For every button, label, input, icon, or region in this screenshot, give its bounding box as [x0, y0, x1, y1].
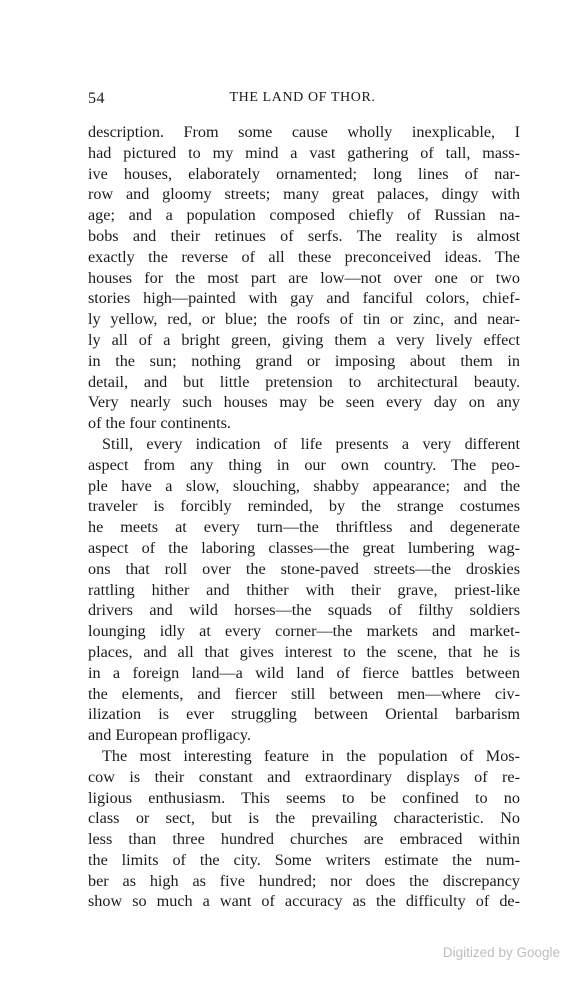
text-line: drivers and wild horses—the squads of filthy soldiers	[88, 601, 520, 620]
text-line: cow is their constant and extraordinary displays of re-	[88, 767, 520, 786]
text-line: age; and a population composed chiefly of Russian na-	[88, 206, 520, 225]
text-line: places, and all that gives interest to the scene, that he is	[88, 642, 520, 661]
text-line: the elements, and fiercer still between men—where civ-	[88, 684, 520, 703]
text-line: detail, and but little pretension to architectural beauty.	[88, 372, 520, 391]
text-line: ligious enthusiasm. This seems to be confined to no	[88, 788, 520, 807]
text-line: in the sun; nothing grand or imposing about them in	[88, 351, 520, 370]
text-line: ly all of a bright green, giving them a very lively effect	[88, 330, 520, 349]
text-line: aspect from any thing in our own country. The peo-	[88, 455, 520, 474]
text-line: the limits of the city. Some writers estimate the num-	[88, 850, 520, 869]
text-line: traveler is forcibly reminded, by the strange costumes	[88, 497, 520, 516]
text-line: show so much a want of accuracy as the difficulty of de-	[88, 892, 520, 911]
text-line: description. From some cause wholly inexplicable, I	[88, 123, 520, 141]
text-line: row and gloomy streets; many great palaces, dingy with	[88, 185, 520, 204]
text-line: he meets at every turn—the thriftless and degenerate	[88, 518, 520, 537]
paragraph-start-line: The most interesting feature in the population of Mos-	[102, 746, 520, 765]
running-title: THE LAND OF THOR.	[229, 90, 376, 105]
text-line: bobs and their retinues of serfs. The reality is almost	[88, 226, 520, 245]
text-line: houses for the most part are low—not over one or two	[88, 268, 520, 287]
page-number: 54	[88, 90, 105, 107]
text-line: ly yellow, red, or blue; the roofs of tin or zinc, and near-	[88, 310, 520, 329]
text-line: ons that roll over the stone-paved streets—the droskies	[88, 559, 520, 578]
running-title-wrapper	[0, 90, 575, 106]
text-line: ive houses, elaborately ornamented; long lines of nar-	[88, 164, 520, 183]
paragraph-end-line: and European profligacy.	[88, 726, 252, 745]
text-line: less than three hundred churches are embraced within	[88, 830, 520, 849]
text-line: ilization is ever struggling between Oriental barbarism	[88, 705, 520, 724]
text-line: in a foreign land—a wild land of fierce battles between	[88, 663, 520, 682]
text-line: class or sect, but is the prevailing characteristic. No	[88, 809, 520, 828]
text-line: exactly the reverse of all these preconceived ideas. The	[88, 247, 520, 266]
text-line: stories high—painted with gay and fanciful colors, chief-	[88, 289, 520, 308]
text-line: Very nearly such houses may be seen every day on any	[88, 393, 520, 412]
text-line: had pictured to my mind a vast gathering of tall, mass-	[88, 143, 520, 162]
text-line: ple have a slow, slouching, shabby appearance; and the	[88, 476, 520, 495]
paragraph-end-line: of the four continents.	[88, 414, 231, 433]
text-line: lounging idly at every corner—the markets and market-	[88, 622, 520, 641]
text-line: ber as high as five hundred; nor does the discrepancy	[88, 871, 520, 890]
text-line: aspect of the laboring classes—the great lumbering wag-	[88, 538, 520, 557]
text-line: rattling hither and thither with their grave, priest-like	[88, 580, 520, 599]
paragraph-start-line: Still, every indication of life presents a very different	[102, 434, 520, 453]
body-text	[88, 122, 520, 912]
digitization-watermark: Digitized by Google	[442, 945, 560, 960]
